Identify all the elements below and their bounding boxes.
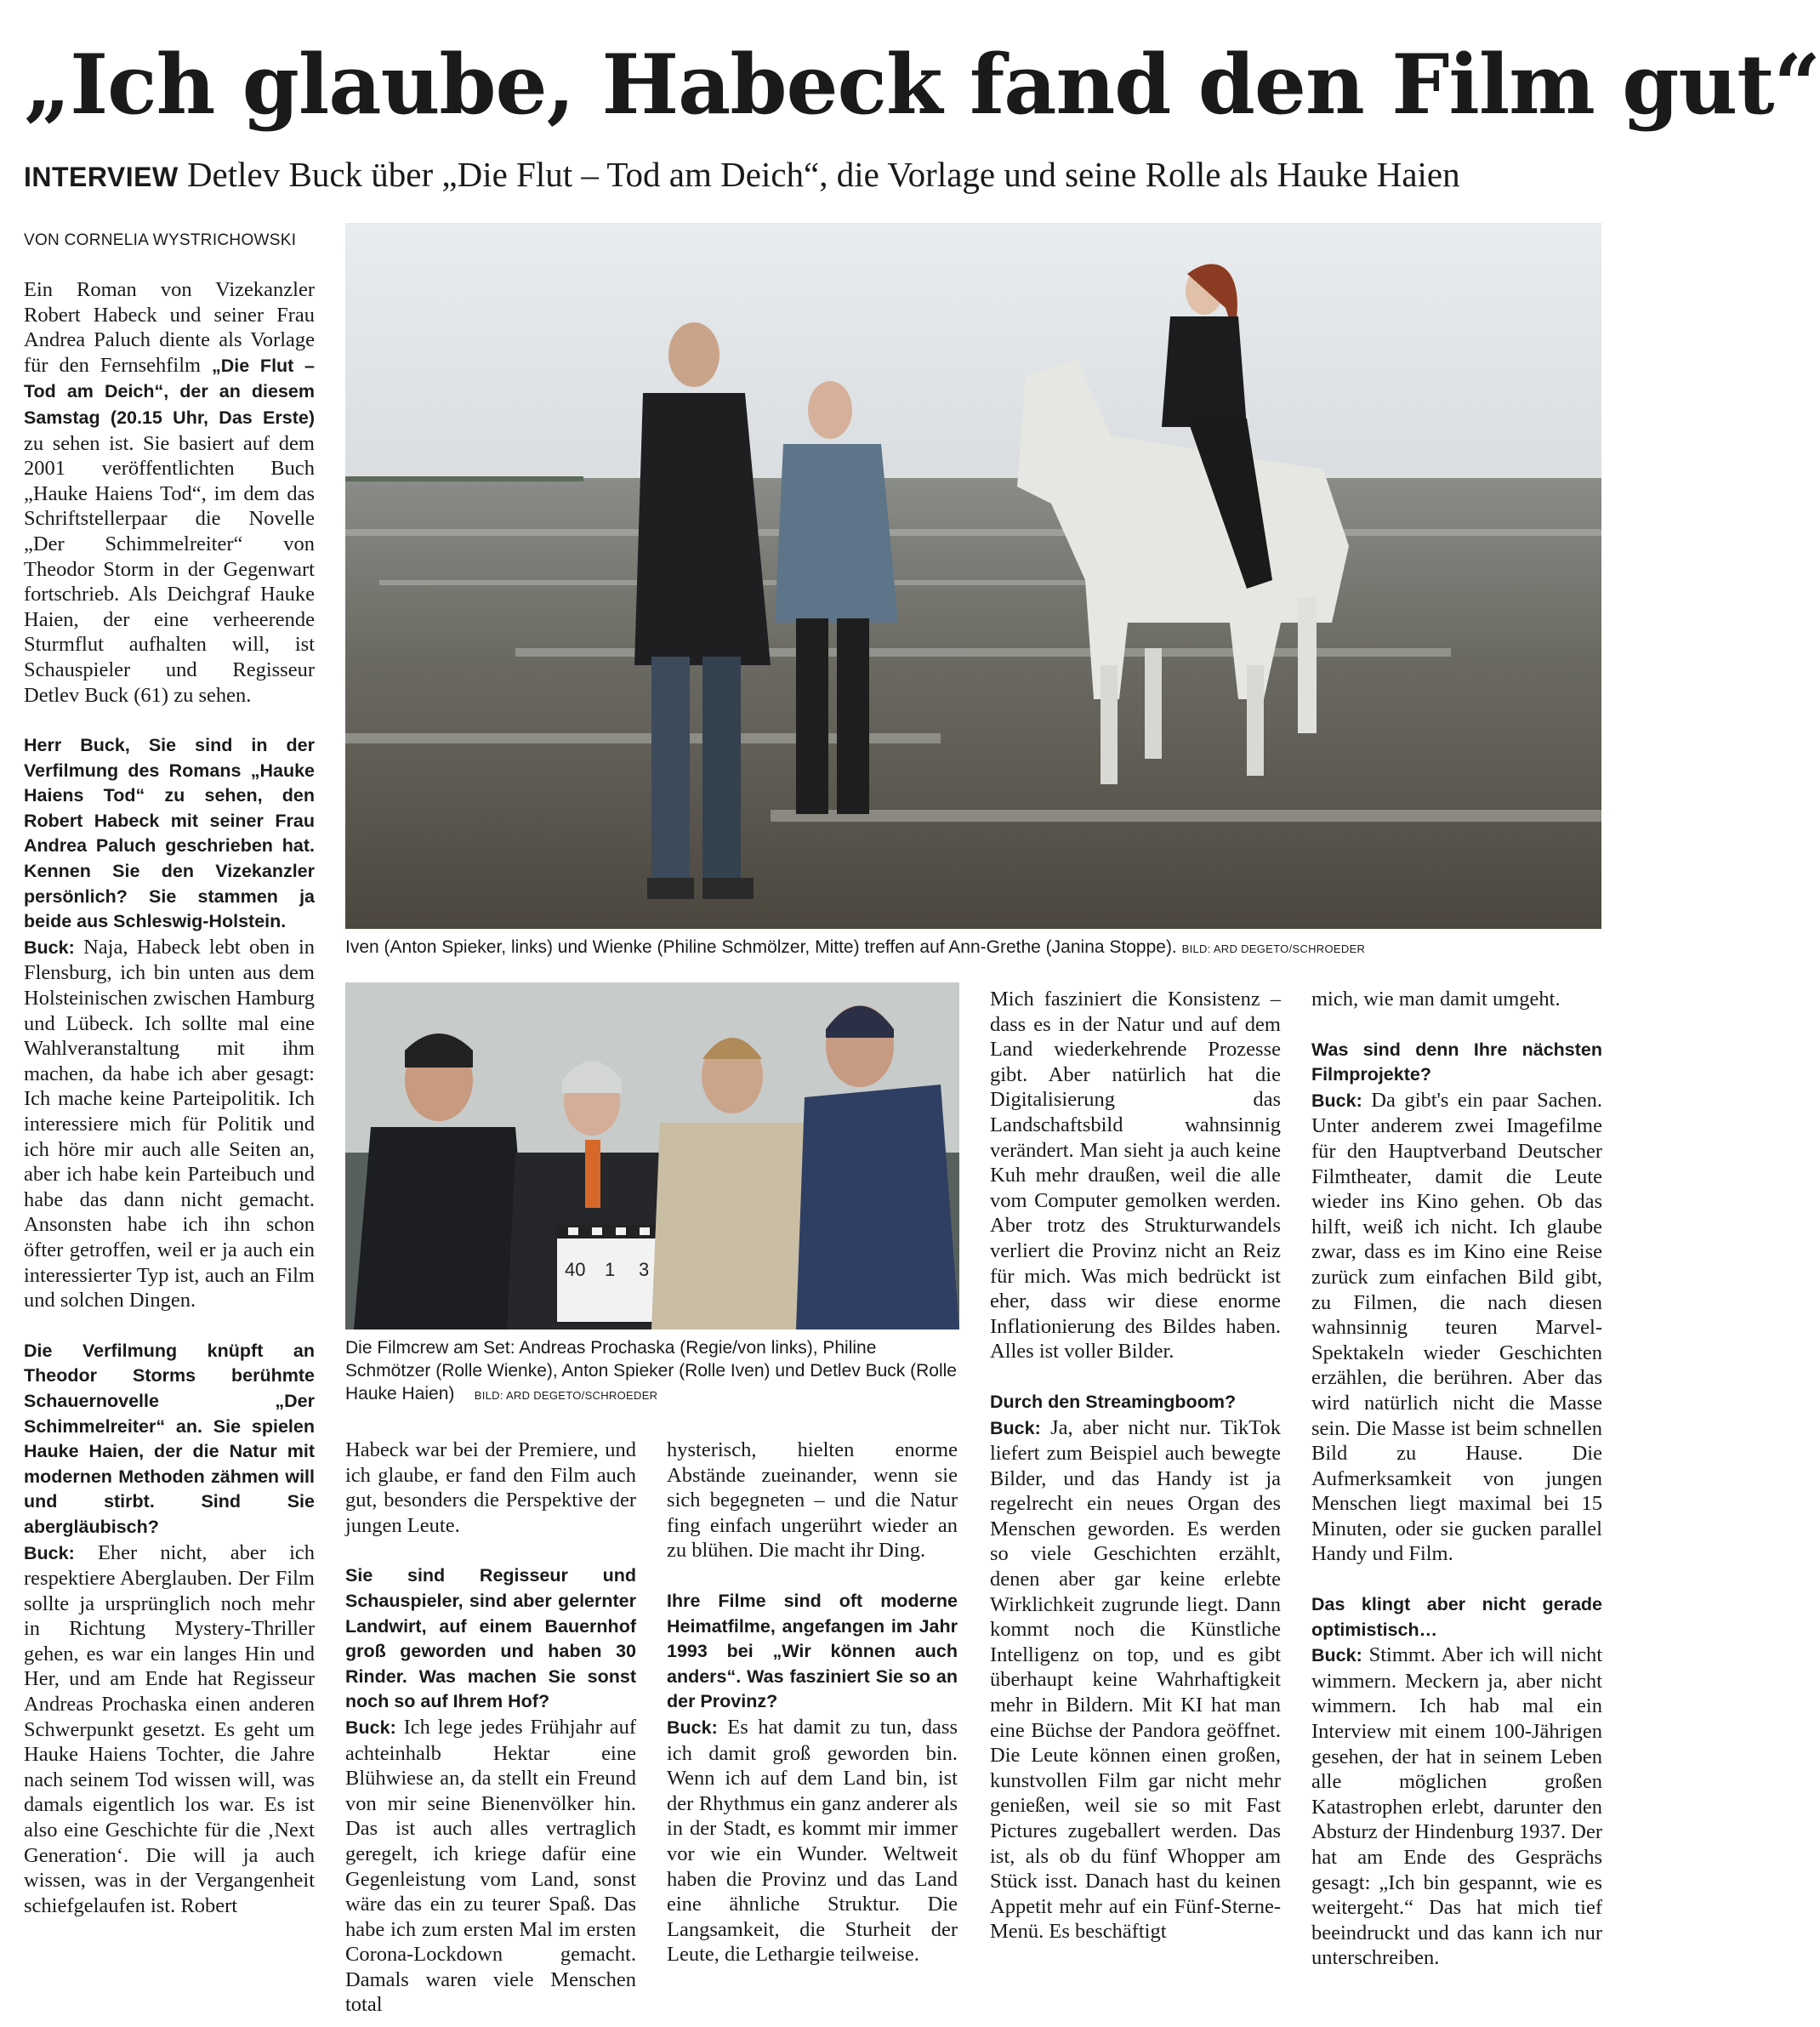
column-3 (667, 1438, 958, 1967)
answer-2-text: Eher nicht, aber ich respektiere Aberglauben. Der Film sollte ja ursprünglich noch mehr in Richtung Mystery-Thriller gehen, es war ein langes Hin und Her, und am Ende hat Regisseur Andreas Prochaska einen anderen Schwerpunkt gesetzt. Es geht um Hauke Haiens Tochter, die Jahre nach seinem Tod wissen will, was damals eigentlich los war. Es ist also eine Geschichte für die ‚Next Generation‘. Die will ja auch wissen, was in der Vergangenheit schiefgelaufen ist. Robert (24, 1540, 315, 1917)
answer-4-text: Es hat damit zu tun, dass ich damit groß geworden bin. Wenn ich auf dem Land bin, ist der Rhythmus ein ganz anderer als in der Stadt, es kommt mir immer vor wie ein Wunder. Weltweit haben die Provinz und das Land eine ähnliche Struktur. Die Langsamkeit, die Sturheit der Leute, die Lethargie teilweise. (667, 1715, 958, 1967)
clapper-shot: 1 (605, 1259, 616, 1280)
col4-paragraph: Mich fasziniert die Konsistenz – dass es in der Natur und auf dem Land wiederkehrende Prozesse gibt. Aber natürlich hat die Digitalisierung das Landschaftsbild wahnsinnig verändert. Man sieht ja auch keine Kuh mehr draußen, weil die alle vom Computer gemolken werden. Aber trotz des Strukturwandels verliert die Provinz nicht an Reiz für mich. Was mich bedrückt ist eher, dass wir diese enorme Inflationierung des Bildes haben. Alles ist voller Bilder. (990, 988, 1281, 1364)
speaker-label: Buck: (667, 1717, 718, 1738)
intro-text-a: Ein Roman von Vizekanzler Robert Habeck und seiner Frau Andrea Paluch diente als Vorlage für den Fernsehfilm (24, 278, 315, 377)
photo1-credit: BILD: ARD DEGETO/SCHROEDER (1181, 942, 1366, 955)
column-4 (990, 987, 1281, 1944)
question-1: Herr Buck, Sie sind in der Verfilmung des Romans „Hauke Haiens Tod“ zu sehen, den Robert Habeck mit seiner Frau Andrea Paluch geschrieben hat. Kennen Sie den Vizekanzler persönlich? Sie stammen ja beide aus Schleswig-Holstein. (24, 735, 315, 932)
speaker-label: Buck: (24, 937, 75, 958)
intro-bold: „Die Flut – Tod am Deich“, der an diesem Samstag (20.15 Uhr, Das Erste) (24, 355, 316, 428)
col2-paragraph: Habeck war bei der Premiere, und ich glaube, er fand den Film auch gut, besonders die Perspektive der jungen Leute. (345, 1438, 636, 1537)
question-7: Das klingt aber nicht gerade optimistisch… (1311, 1594, 1602, 1640)
photo1-caption (345, 936, 1601, 960)
column-5 (1311, 987, 1602, 1971)
answer-3-text: Ich lege jedes Frühjahr auf achteinhalb Hektar eine Blühwiese an, da stellt ein Freund von mir seine Bienenvölker hin. Das ist auch alles vertraglich geregelt, ich kriege dafür eine Gegenleistung vom Land, sonst wäre das ein zu teurer Spaß. Das habe ich zum ersten Mal im ersten Corona-Lockdown gemacht. Damals waren viele Menschen total (345, 1715, 637, 2017)
question-2: Die Verfilmung knüpft an Theodor Storms berühmte Schauernovelle „Der Schimmelreiter“ an. Sie spielen Hauke Haien, der die Natur mit modernen Methoden zähmen will und stirbt. Sind Sie abergläubisch? (24, 1340, 315, 1537)
photo-film-crew (345, 982, 959, 1330)
answer-7-text: Stimmt. Aber ich will nicht wimmern. Meckern ja, aber nicht wimmern. Ich hab mal ein Interview mit einem 100-Jährigen gesehen, der hat in seinem Leben alle möglichen großen Katastrophen erlebt, darunter den Absturz der Hindenburg 1937. Der hat am Ende des Gesprächs gesagt: „Ich bin gespannt, wie es weitergeht.“ Das hat mich tief beeindruckt und das kann ich nur unterschreiben. (1311, 1643, 1603, 1970)
question-6: Was sind denn Ihre nächsten Filmprojekte? (1311, 1039, 1602, 1085)
answer-7 (1311, 1643, 1602, 1971)
answer-5 (990, 1415, 1281, 1944)
subline (24, 151, 1606, 200)
question-3: Sie sind Regisseur und Schauspieler, sind aber gelernter Landwirt, auf einem Bauernhof groß geworden und haben 30 Rinder. Was machen Sie sonst noch so auf Ihrem Hof? (345, 1565, 636, 1712)
headline: „Ich glaube, Habeck fand den Film gut“ (24, 37, 1820, 133)
speaker-label: Buck: (1311, 1645, 1362, 1666)
photo2-caption-text: Die Filmcrew am Set: Andreas Prochaska (Regie/von links), Philine Schmötzer (Rolle Wienke), Anton Spieker (Rolle Iven) und Detlev Buck (Rolle Hauke Haien) (345, 1338, 957, 1404)
photo2-caption (345, 1336, 959, 1407)
answer-1 (24, 935, 315, 1313)
clapper-scene: 40 (565, 1259, 586, 1280)
answer-5-text: Ja, aber nicht nur. TikTok liefert zum Beispiel auch bewegte Bilder, und das Handy ist ja regelrecht ein neues Organ des Menschen geworden. Es werden so viele Geschichten erzählt, denen aber gar keine erlebte Wirklichkeit zugrunde liegt. Dann kommt noch die Künstliche Intelligenz on top, und es gibt überhaupt keine Wahrhaftigkeit mehr in Bildern. Mit KI hat man eine Büchse der Pandora geöffnet. Die Leute können einen großen, kunstvollen Film gar nicht mehr genießen, weil sie so mit Fast Pictures zugeballert werden. Das ist, als ob du fünf Whopper am Stück isst. Danach hast du keinen Appetit mehr auf ein Fünf-Sterne-Menü. Es beschäftigt (990, 1415, 1281, 1944)
photo-beach-scene (345, 223, 1601, 929)
answer-4 (667, 1715, 958, 1967)
subline-text: Detlev Buck über „Die Flut – Tod am Deich“, die Vorlage und seine Rolle als Hauke Haien (186, 155, 1460, 194)
speaker-label: Buck: (345, 1717, 396, 1738)
speaker-label: Buck: (990, 1417, 1041, 1438)
answer-6-text: Da gibt's ein paar Sachen. Unter anderem zwei Imagefilme für den Hauptverband Deutscher Filmtheater, damit die Leute wieder ins Kino gehen. Ob das hilft, weiß ich nicht. Ich glaube zwar, dass es im Kino eine Reise zurück zum einfachen Bild gibt, zu Filmen, die nach diesen wahnsinnig teuren Marvel-Spektakeln wieder Geschichten erzählen, die berühren. Aber das wird natürlich nicht die Masse sein. Die Masse ist beim schnellen Bild zu Hause. Die Aufmerksamkeit von jungen Menschen liegt maximal bei 15 Minuten, oder sie gucken parallel Handy und Film. (1311, 1088, 1603, 1566)
speaker-label: Buck: (1311, 1090, 1362, 1111)
question-5: Durch den Streamingboom? (990, 1391, 1237, 1412)
speaker-label: Buck: (24, 1542, 75, 1563)
question-4: Ihre Filme sind oft moderne Heimatfilme, angefangen im Jahr 1993 bei „Wir können auch anders“. Was fasziniert Sie so an der Provinz? (667, 1590, 958, 1712)
answer-6 (1311, 1088, 1602, 1567)
photo2-credit: BILD: ARD DEGETO/SCHROEDER (474, 1389, 658, 1402)
kicker: INTERVIEW (24, 162, 179, 192)
column-1 (24, 277, 315, 1918)
answer-2 (24, 1540, 315, 1919)
answer-3 (345, 1715, 636, 2018)
clapper-take: 3 (639, 1259, 650, 1280)
intro-text-b: zu sehen ist. Sie basiert auf dem 2001 veröffentlichten Buch „Hauke Haiens Tod“, im dem das Schriftstellerpaar die Novelle „Der Schimmelreiter“ von Theodor Storm in der Gegenwart fortschrieb. Als Deichgraf Hauke Haien, der eine verheerende Sturmflut aufhalten will, ist Schauspieler und Regisseur Detlev Buck (61) zu sehen. (24, 431, 315, 707)
col5-paragraph: mich, wie man damit umgeht. (1311, 988, 1561, 1011)
intro-paragraph (24, 277, 315, 708)
answer-1-text: Naja, Habeck lebt oben in Flensburg, ich bin unten aus dem Holsteinischen zwischen Hamburg und Lübeck. Ich sollte mal eine Wahlveranstaltung mit ihm machen, da habe ich aber gesagt: Ich mache keine Parteipolitik. Ich interessiere mich für Politik und ich höre mir auch alle Seiten an, aber ich habe kein Parteibuch und habe das dann nicht gemacht. Ansonsten habe ich ihn schon öfter getroffen, weil er ja auch ein interessierter Typ ist, auch an Film und solchen Dingen. (24, 935, 316, 1312)
col3-paragraph: hysterisch, hielten enorme Abstände zueinander, wenn sie sich begegneten – und die Natur fing einfach ungerührt wieder an zu blühen. Die macht ihr Ding. (667, 1438, 958, 1563)
column-2 (345, 1438, 636, 2018)
byline: VON CORNELIA WYSTRICHOWSKI (24, 231, 297, 249)
photo1-caption-text: Iven (Anton Spieker, links) und Wienke (Philine Schmölzer, Mitte) treffen auf Ann-Grethe (Janina Stoppe). (345, 937, 1177, 957)
